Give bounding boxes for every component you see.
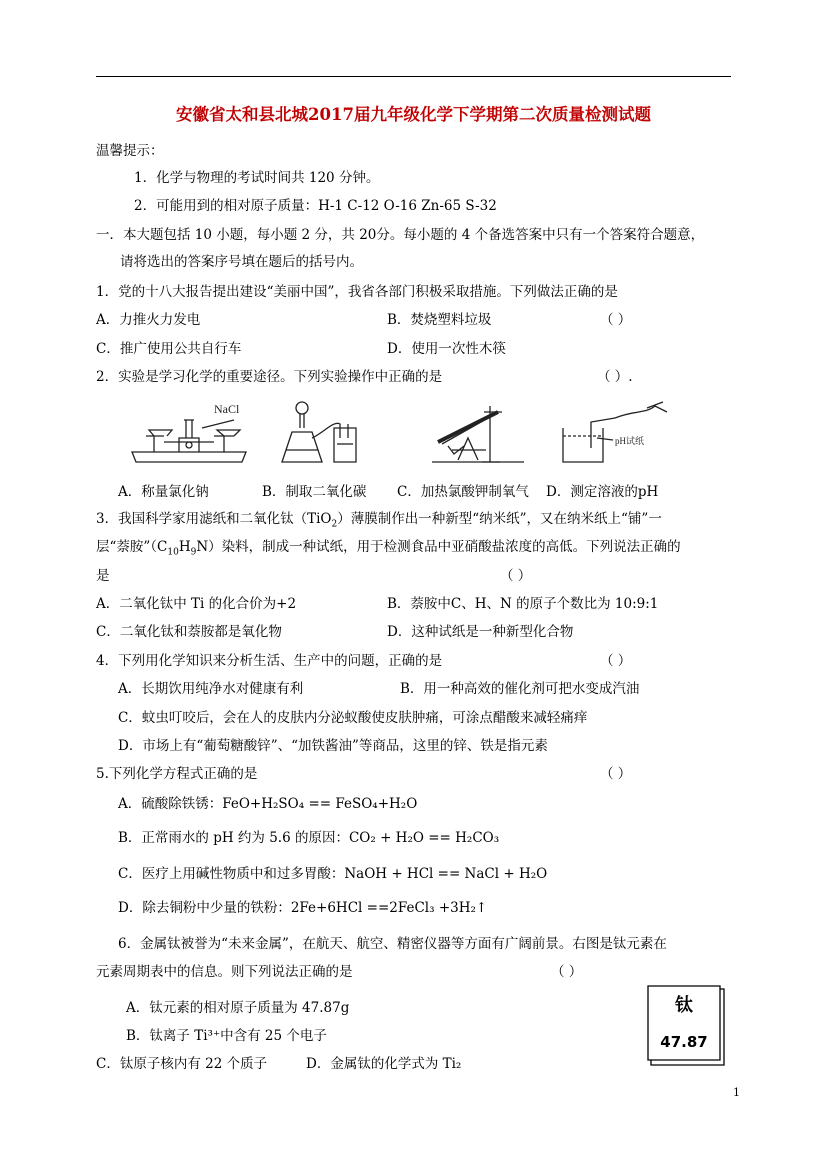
q4-answer-paren: （ ）: [600, 653, 632, 669]
q1-option-c: C．推广使用公共自行车: [96, 341, 242, 357]
q2-stem: 2．实验是学习化学的重要途径。下列实验操作中正确的是: [96, 369, 443, 385]
page-number: 1: [733, 1086, 740, 1099]
tip-2: 2．可能用到的相对原子质量：H-1 C-12 O-16 Zn-65 S-32: [134, 198, 497, 214]
section1-instruction-cont: 请将选出的答案序号填在题后的括号内。: [120, 254, 363, 270]
q2-figure-co2-apparatus: [278, 398, 378, 470]
q3-option-c: C．二氧化钛和萘胺都是氧化物: [96, 624, 282, 640]
q4-stem: 4．下列用化学知识来分析生活、生产中的问题，正确的是: [96, 653, 443, 669]
tips-heading: 温馨提示：: [96, 143, 164, 159]
q1-option-a: A．力推火力发电: [96, 312, 201, 328]
q2-figure-ph-test: [555, 398, 675, 470]
q3-stem-line3: 是: [96, 568, 110, 584]
q3-option-a: A．二氧化钛中 Ti 的化合价为+2: [96, 596, 297, 612]
section1-instruction: 一．本大题包括 10 小题，每小题 2 分，共 20分。每小题的 4 个备选答案中只有一个答案符合题意，: [96, 227, 705, 243]
q6-option-a: A．钛元素的相对原子质量为 47.87g: [126, 1000, 350, 1016]
q4-option-a: A．长期饮用纯净水对健康有利: [118, 681, 304, 697]
q6-stem-line1: 6．金属钛被誉为“未来金属”，在航天、航空、精密仪器等方面有广阔前景。右图是钛元素在: [118, 936, 667, 952]
q4-option-d: D．市场上有“葡萄糖酸锌”、“加铁酱油”等商品，这里的锌、铁是指元素: [118, 738, 548, 754]
document-title: 安徽省太和县北城2017届九年级化学下学期第二次质量检测试题: [176, 105, 651, 124]
ph-paper-label: pH试纸: [615, 436, 644, 446]
q5-option-a: A．硫酸除铁锈：FeO+H₂SO₄ == FeSO₄+H₂O: [118, 796, 418, 812]
q4-option-c: C．蚊虫叮咬后，会在人的皮肤内分泌蚁酸使皮肤肿痛，可涂点醋酸来减轻痛痒: [118, 710, 588, 726]
q1-stem: 1．党的十八大报告提出建设“美丽中国”，我省各部门积极采取措施。下列做法正确的是: [96, 284, 618, 300]
q2-answer-paren: （ ）.: [597, 369, 633, 385]
q5-option-b: B．正常雨水的 pH 约为 5.6 的原因：CO₂ + H₂O == H₂CO₃: [118, 830, 500, 846]
q1-option-d: D．使用一次性木筷: [387, 341, 506, 357]
q3-stem-line2: 层“萘胺$”(C_{10}H_9N)$染料，制成一种试纸，用于检测食品中亚硝酸盐浓度的高低。下列说法正确的: [96, 539, 681, 558]
tip-1: 1．化学与物理的考试时间共 120 分钟。: [134, 170, 380, 186]
q1-answer-paren: （ ）: [600, 312, 632, 328]
q5-answer-paren: （ ）: [600, 766, 632, 782]
q4-option-b: B．用一种高效的催化剂可把水变成汽油: [400, 681, 640, 697]
q3-stem-line1: 3．我国科学家用滤纸和二氧化钛（TiO$_2$）薄膜制作出一种新型“纳米纸”，又在纳米纸上“铺”一: [96, 511, 662, 530]
q5-option-d: D．除去铜粉中少量的铁粉：2Fe+6HCl ==2FeCl₃ +3H₂↑: [118, 900, 488, 916]
element-atomic-mass: 47.87: [660, 1033, 708, 1051]
element-symbol: 钛: [675, 995, 693, 1016]
q6-stem-line2: 元素周期表中的信息。则下列说法正确的是: [96, 964, 353, 980]
q2-figure-balance: [124, 398, 254, 470]
q3-option-b: B．萘胺中C、H、N 的原子个数比为 10:9:1: [387, 596, 659, 612]
q3-answer-paren: （ ）: [500, 568, 532, 584]
q2-option-c: C．加热氯酸钾制氧气: [397, 484, 529, 500]
q3-option-d: D．这种试纸是一种新型化合物: [387, 624, 574, 640]
q5-option-c: C．医疗上用碱性物质中和过多胃酸：NaOH + HCl == NaCl + H₂O: [118, 866, 548, 882]
titanium-element-card: [647, 985, 725, 1067]
q6-option-d: D．金属钛的化学式为 Ti₂: [306, 1056, 462, 1072]
q2-option-b: B．制取二氧化碳: [262, 484, 367, 500]
q2-figure-heating: [428, 398, 528, 470]
q6-option-b: B．钛离子 Ti³⁺中含有 25 个电子: [126, 1028, 327, 1044]
q1-option-b: B．焚烧塑料垃圾: [387, 312, 492, 328]
q2-option-d: D．测定溶液的pH: [546, 484, 659, 500]
nacl-label: NaCl: [214, 402, 240, 416]
q5-stem: 5.下列化学方程式正确的是: [96, 766, 258, 782]
q6-answer-paren: （ ）: [551, 964, 583, 980]
header-rule: [96, 76, 731, 77]
q2-option-a: A．称量氯化钠: [118, 484, 209, 500]
q6-option-c: C．钛原子核内有 22 个质子: [96, 1056, 268, 1072]
